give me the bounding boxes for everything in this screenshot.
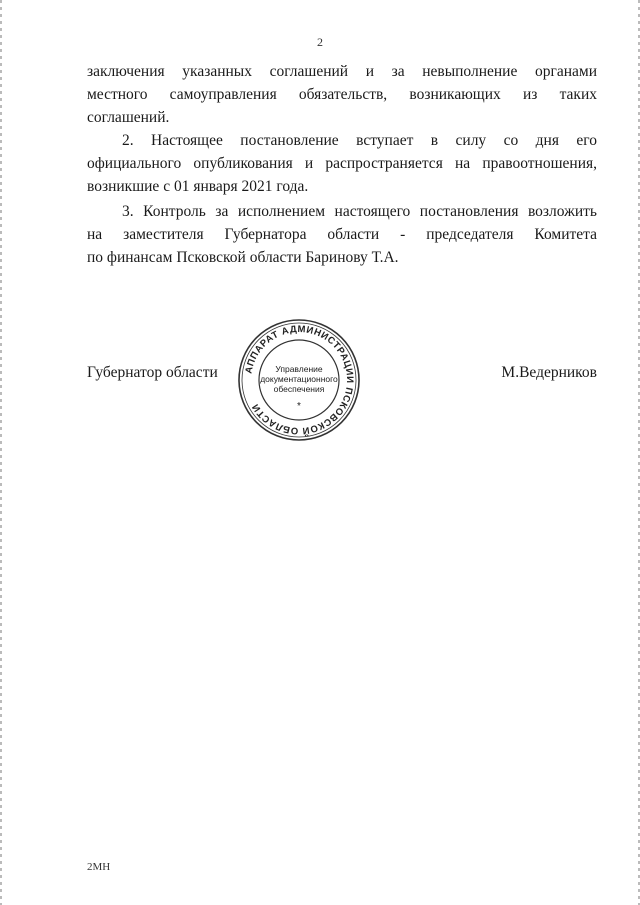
paragraph-3-line-1: 3. Контроль за исполнением настоящего постановления возложить — [122, 203, 597, 220]
paragraph-2-line-2: официального опубликования и распространяется на правоотношения, — [87, 155, 597, 172]
seal-star: * — [297, 401, 301, 412]
seal-line-1: Управление — [275, 364, 323, 374]
official-seal — [237, 318, 361, 442]
seal-line-2: документационного — [260, 374, 338, 384]
paragraph-1-line-1: заключения указанных соглашений и за невыполнение органами — [87, 63, 597, 80]
signature-name: М.Ведерников — [501, 364, 597, 381]
paragraph-1-line-3: соглашений. — [87, 109, 170, 126]
seal-ring-text: АППАРАТ АДМИНИСТРАЦИИ ПСКОВСКОЙ ОБЛАСТИ — [243, 323, 356, 437]
paragraph-3-line-2: на заместителя Губернатора области - председателя Комитета — [87, 226, 597, 243]
footer-code: 2МН — [87, 861, 111, 873]
paragraph-3-line-3: по финансам Псковской области Баринову Т.А. — [87, 249, 399, 266]
paragraph-1-line-2: местного самоуправления обязательств, возникающих из таких — [87, 86, 597, 103]
page-number: 2 — [317, 35, 323, 49]
paragraph-2-line-3: возникшие с 01 января 2021 года. — [87, 178, 309, 195]
signature-position: Губернатор области — [87, 364, 218, 381]
seal-line-3: обеспечения — [273, 384, 325, 394]
paragraph-2-line-1: 2. Настоящее постановление вступает в силу со дня его — [122, 132, 597, 149]
scan-edge-left — [0, 0, 2, 905]
seal-center-text — [237, 364, 361, 412]
